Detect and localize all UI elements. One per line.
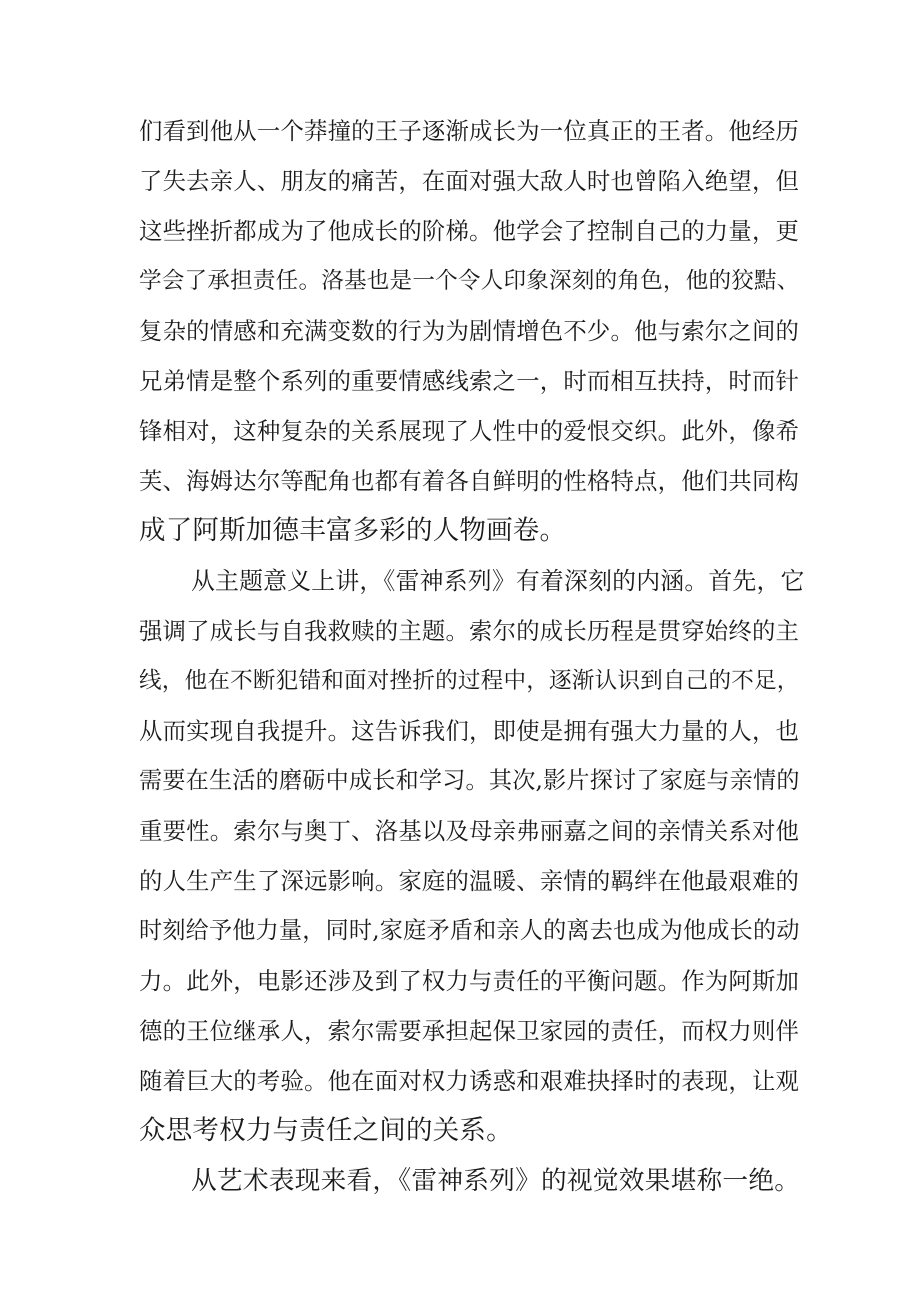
- text-line: 众思考权力与责任之间的关系。: [139, 1115, 513, 1146]
- text-line: 线，他在不断犯错和面对挫折的过程中，逐渐认识到自己的不足，: [139, 668, 800, 694]
- text-line: 学会了承担责任。洛基也是一个令人印象深刻的角色，他的狡黠、: [139, 268, 800, 294]
- text-line: 德的王位继承人，索尔需要承担起保卫家园的责任，而权力则伴: [139, 1017, 800, 1045]
- text-line: 时刻给予他力量，同时,家庭矛盾和亲人的离去也成为他成长的动: [139, 918, 800, 944]
- paragraph-start-line: 从艺术表现来看，《雷神系列》的视觉效果堪称一绝。: [191, 1166, 801, 1196]
- text-line: 了失去亲人、朋友的痛苦，在面对强大敌人时也曾陷入绝望，但: [139, 167, 800, 195]
- text-line: 随着巨大的考验。他在面对权力诱惑和艰难抉择时的表现，让观: [139, 1067, 800, 1095]
- text-line: 锋相对，这种复杂的关系展现了人性中的爱恨交织。此外，像希: [139, 417, 800, 445]
- text-line: 们看到他从一个莽撞的王子逐渐成长为一位真正的王者。他经历: [139, 117, 800, 145]
- text-line: 强调了成长与自我救赎的主题。索尔的成长历程是贯穿始终的主: [139, 617, 800, 645]
- text-line: 复杂的情感和充满变数的行为为剧情增色不少。他与索尔之间的: [139, 317, 800, 345]
- text-line: 需要在生活的磨砺中成长和学习。其次,影片探讨了家庭与亲情的: [139, 768, 800, 794]
- body-text: [139, 106, 805, 1206]
- text-line: 重要性。索尔与奥丁、洛基以及母亲弗丽嘉之间的亲情关系对他: [139, 817, 800, 845]
- text-line: 这些挫折都成为了他成长的阶梯。他学会了控制自己的力量，更: [139, 217, 800, 245]
- text-line: 力。此外，电影还涉及到了权力与责任的平衡问题。作为阿斯加: [139, 967, 800, 995]
- paragraph-start-line: 从主题意义上讲，《雷神系列》有着深刻的内涵。首先，它: [191, 567, 805, 595]
- text-line: 成了阿斯加德丰富多彩的人物画卷。: [139, 515, 567, 546]
- text-line: 兄弟情是整个系列的重要情感线索之一，时而相互扶持，时而针: [139, 367, 800, 395]
- text-line: 的人生产生了深远影响。家庭的温暖、亲情的羁绊在他最艰难的: [139, 867, 800, 895]
- text-line: 芙、海姆达尔等配角也都有着各自鲜明的性格特点，他们共同构: [139, 467, 800, 495]
- text-line: 从而实现自我提升。这告诉我们，即使是拥有强大力量的人，也: [139, 717, 800, 745]
